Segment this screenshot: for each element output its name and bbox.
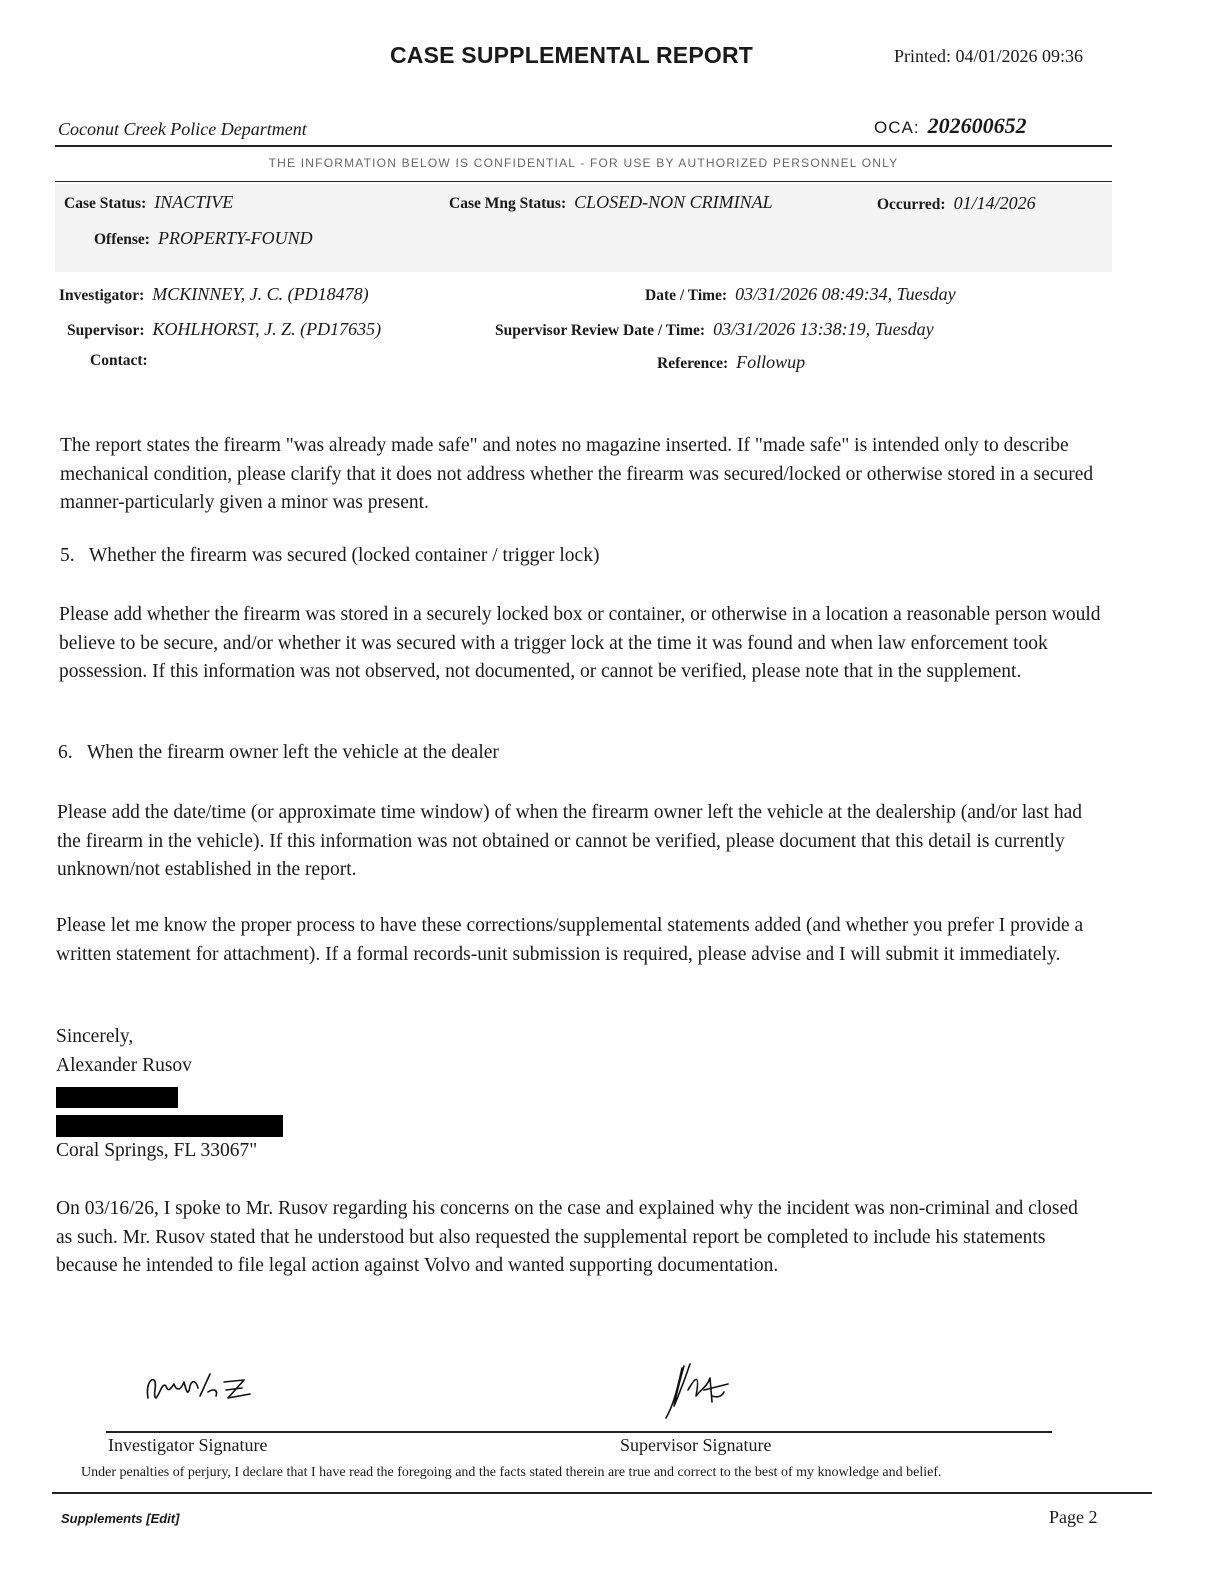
- case-mng-status-value: CLOSED-NON CRIMINAL: [574, 192, 773, 212]
- body-paragraph-1: The report states the firearm "was already made safe" and notes no magazine inserted. If "made safe" is intended only to describe mechanical condition, please clarify that it does not address whether the firearm was secured/locked or otherwise stored in a secured manner-particularly given a minor was present.: [60, 435, 1094, 513]
- sender-name: Alexander Rusov: [56, 1055, 192, 1076]
- occurred-value: 01/14/2026: [953, 193, 1036, 213]
- datetime-field: [645, 284, 956, 305]
- supervisor-review-field: [495, 319, 934, 340]
- header-rule-bottom: [55, 181, 1112, 182]
- department-name: Coconut Creek Police Department: [58, 119, 307, 139]
- contact-field: [90, 352, 148, 370]
- body-paragraph-3: Please add the date/time (or approximate time window) of when the firearm owner left the vehicle at the dealership (and/or last had the firearm in the vehicle). If this information was not obtained or cannot be verified, please document that this detail is currently unknown/not established in the report.: [57, 802, 1082, 880]
- sender-city: Coral Springs, FL 33067": [56, 1140, 258, 1161]
- confidential-notice: THE INFORMATION BELOW IS CONFIDENTIAL - FOR USE BY AUTHORIZED PERSONNEL ONLY: [268, 156, 899, 170]
- reference-field: [657, 352, 805, 373]
- supervisor-signature-label: Supervisor Signature: [620, 1435, 772, 1455]
- printed-timestamp: Printed: 04/01/2026 09:36: [894, 46, 1083, 66]
- reference-value: Followup: [736, 352, 806, 372]
- occurred-label: Occurred:: [877, 196, 946, 213]
- case-status-field: [64, 192, 233, 213]
- perjury-statement: Under penalties of perjury, I declare that I have read the foregoing and the facts stated therein are true and correct to the best of my knowledge and belief.: [81, 1465, 942, 1480]
- occurred-field: [877, 193, 1036, 214]
- contact-label: Contact:: [90, 352, 148, 369]
- report-title: CASE SUPPLEMENTAL REPORT: [390, 42, 754, 68]
- list-item-6: 6. When the firearm owner left the vehicle at the dealer: [58, 742, 499, 763]
- signature-line: [106, 1431, 1052, 1433]
- list-item-5: 5. Whether the firearm was secured (locked container / trigger lock): [60, 545, 600, 566]
- footer-section-label: Supplements [Edit]: [61, 1511, 180, 1526]
- datetime-value: 03/31/2026 08:49:34, Tuesday: [735, 284, 956, 304]
- redaction-bar-2: [56, 1115, 283, 1137]
- supervisor-review-label: Supervisor Review Date / Time:: [495, 322, 706, 339]
- investigator-value: MCKINNEY, J. C. (PD18478): [152, 284, 369, 304]
- oca-number: 202600652: [927, 113, 1027, 138]
- body-paragraph-5: On 03/16/26, I spoke to Mr. Rusov regarding his concerns on the case and explained why the incident was non-criminal and closed as such. Mr. Rusov stated that he understood but also requested the supplemental report be completed to include his statements because he intended to file legal action against Volvo and wanted supporting documentation.: [56, 1198, 1078, 1276]
- oca-label: OCA:: [874, 118, 920, 137]
- supervisor-field: [67, 319, 381, 340]
- page-number: Page 2: [1049, 1507, 1098, 1527]
- supervisor-signature-scribble: [660, 1356, 740, 1426]
- supervisor-value: KOHLHORST, J. Z. (PD17635): [152, 319, 382, 339]
- reference-label: Reference:: [657, 355, 729, 372]
- oca-field: [874, 113, 1027, 139]
- header-rule-top: [55, 145, 1112, 147]
- case-status-label: Case Status:: [64, 195, 147, 212]
- investigator-signature-label: Investigator Signature: [108, 1435, 268, 1455]
- case-mng-status-field: [449, 192, 773, 213]
- case-mng-status-label: Case Mng Status:: [449, 195, 567, 212]
- redaction-bar-1: [56, 1087, 178, 1108]
- offense-label: Offense:: [94, 231, 150, 248]
- case-status-value: INACTIVE: [154, 192, 234, 212]
- body-paragraph-2: Please add whether the firearm was stored in a securely locked box or container, or otherwise in a location a reasonable person would believe to be secure, and/or whether it was secured with a trigger lock at the time it was found and when law enforcement took possession. If this information was not observed, not documented, or cannot be verified, please note that in the supplement.: [59, 604, 1101, 682]
- body-paragraph-4: Please let me know the proper process to have these corrections/supplemental statements added (and whether you prefer I provide a written statement for attachment). If a formal records-unit submission is required, please advise and I will submit it immediately.: [56, 915, 1084, 965]
- investigator-label: Investigator:: [59, 287, 145, 304]
- offense-value: PROPERTY-FOUND: [157, 228, 313, 248]
- supervisor-review-value: 03/31/2026 13:38:19, Tuesday: [713, 319, 934, 339]
- datetime-label: Date / Time:: [645, 287, 728, 304]
- footer-rule: [52, 1492, 1152, 1494]
- closing-salutation: Sincerely,: [56, 1026, 134, 1047]
- offense-field: [94, 228, 313, 249]
- supervisor-label: Supervisor:: [67, 322, 145, 339]
- investigator-field: [59, 284, 369, 305]
- investigator-signature-scribble: [140, 1368, 265, 1408]
